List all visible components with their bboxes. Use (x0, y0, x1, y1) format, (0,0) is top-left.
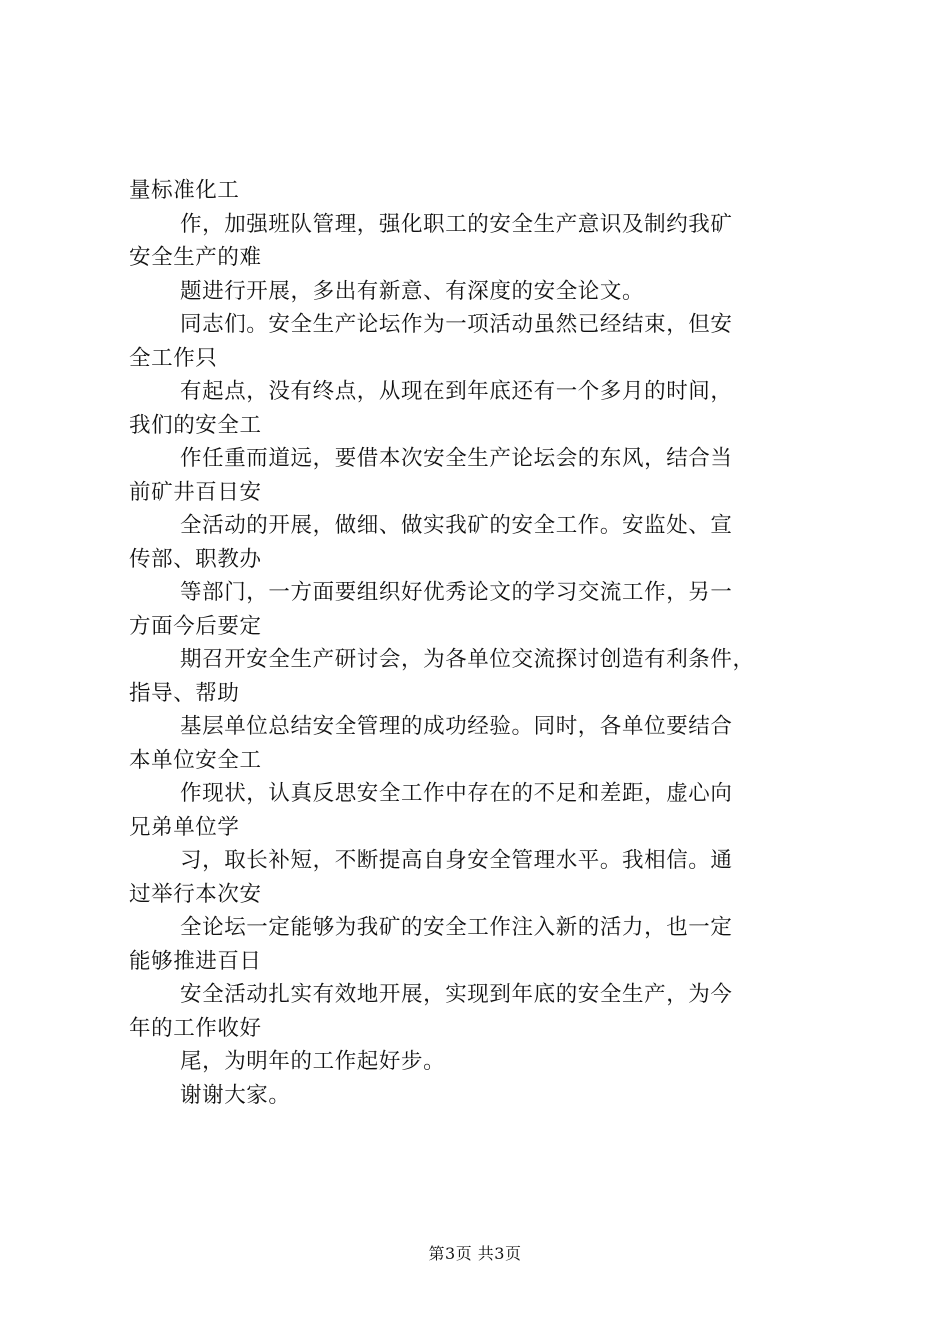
text-line: 全活动的开展，做细、做实我矿的安全工作。安监处、宣 (180, 513, 733, 538)
text-line: 兄弟单位学 (129, 814, 240, 840)
text-line: 量标准化工 (129, 178, 240, 203)
text-line: 作任重而道远，要借本次安全生产论坛会的东风，结合当 (180, 446, 733, 471)
text-line: 前矿井百日安 (129, 479, 262, 505)
text-line: 本单位安全工 (129, 747, 262, 773)
text-line: 指导、帮助 (129, 680, 240, 706)
text-line: 同志们。安全生产论坛作为一项活动虽然已经结束，但安 (180, 312, 733, 337)
text-line: 方面今后要定 (129, 613, 262, 639)
text-line: 基层单位总结安全管理的成功经验。同时，各单位要结合 (180, 714, 733, 739)
text-line: 过举行本次安 (129, 881, 262, 907)
text-line: 作，加强班队管理，强化职工的安全生产意识及制约我矿 (180, 211, 733, 237)
text-line: 尾，为明年的工作起好步。 (180, 1049, 446, 1074)
document-body (129, 174, 849, 1112)
text-line: 全工作只 (129, 345, 218, 371)
text-line: 谢谢大家。 (180, 1082, 291, 1108)
page-footer (0, 1244, 950, 1264)
text-line: 有起点，没有终点，从现在到年底还有一个多月的时间， (180, 379, 733, 404)
text-line: 期召开安全生产研讨会，为各单位交流探讨创造有利条件， (180, 647, 755, 672)
text-line: 我们的安全工 (129, 412, 262, 438)
text-line: 题进行开展，多出有新意、有深度的安全论文。 (180, 278, 645, 304)
text-line: 习，取长补短，不断提高自身安全管理水平。我相信。通 (180, 848, 733, 873)
text-line: 作现状，认真反思安全工作中存在的不足和差距，虚心向 (180, 781, 733, 806)
text-line: 安全生产的难 (129, 245, 262, 270)
text-line: 传部、职教办 (129, 546, 262, 572)
text-line: 安全活动扎实有效地开展，实现到年底的安全生产，为今 (180, 982, 733, 1007)
text-line: 等部门，一方面要组织好优秀论文的学习交流工作，另一 (180, 580, 733, 605)
text-line: 年的工作收好 (129, 1015, 262, 1041)
text-line: 全论坛一定能够为我矿的安全工作注入新的活力，也一定 (180, 915, 733, 940)
text-line: 能够推进百日 (129, 948, 262, 974)
page-number: 第3页 共3页 (428, 1244, 522, 1263)
